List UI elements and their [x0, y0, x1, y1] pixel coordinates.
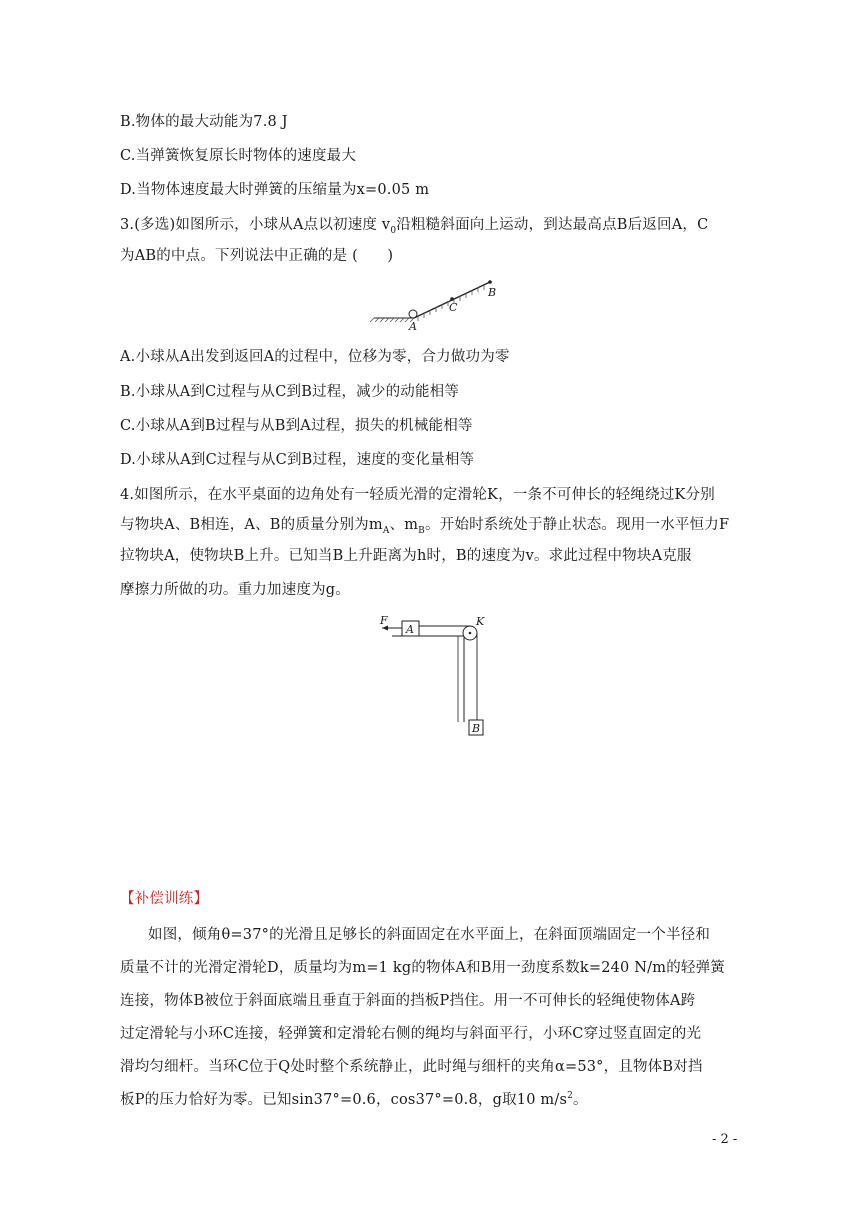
supplement-line5: 滑均匀细杆。当环C位于Q处时整个系统静止，此时绳与细杆的夹角α=53°，且物体B对挡 [120, 1059, 703, 1075]
q3-option-c: C.小球从A到B过程与从B到A过程，损失的机械能相等 [120, 418, 473, 434]
supplement-line2: 质量不计的光滑定滑轮D，质量均为m=1 kg的物体A和B用一劲度系数k=240 N/m的轻弹簧 [120, 960, 725, 976]
q3-stem-line2: 为AB的中点。下列说法中正确的是 ( ) [120, 248, 394, 264]
supplement-line4: 过定滑轮与小环C连接，轻弹簧和定滑轮右侧的绳均与斜面平行，小环C穿过竖直固定的光 [120, 1026, 702, 1042]
q4-stem-line3: 拉物块A，使物块B上升。已知当B上升距离为h时，B的速度为v。求此过程中物块A克服 [120, 548, 692, 564]
q3-option-d: D.小球从A到C过程与从C到B过程，速度的变化量相等 [120, 452, 475, 468]
option-d-prev: D.当物体速度最大时弹簧的压缩量为x=0.05 m [120, 182, 430, 198]
label-block-a: A [406, 623, 414, 636]
option-b-prev: B.物体的最大动能为7.8 J [120, 114, 288, 130]
label-a: A [409, 320, 417, 333]
option-c-prev: C.当弹簧恢复原长时物体的速度最大 [120, 148, 357, 164]
supplement-line3: 连接，物体B被位于斜面底端且垂直于斜面的挡板P挡住。用一不可伸长的轻绳使物体A跨 [120, 993, 696, 1009]
label-c: C [449, 301, 458, 314]
q3-stem-line1: 3.(多选)如图所示，小球从A点以初速度 $v_0$沿粗糙斜面向上运动，到达最高点B后返回A，C [120, 217, 709, 236]
page-number: - 2 - [712, 1132, 738, 1147]
q3-option-a: A.小球从A出发到返回A的过程中，位移为零，合力做功为零 [120, 349, 510, 365]
label-b: B [488, 286, 497, 299]
label-k: K [476, 615, 485, 628]
supplement-line6: 板P的压力恰好为零。已知sin37°=0.6，cos37°=0.8，g取10 $m/s^2$。 [120, 1091, 588, 1108]
q3-option-b: B.小球从A到C过程与从C到B过程，减少的动能相等 [120, 384, 460, 400]
supplement-line1: 如图，倾角θ=37°的光滑且足够长的斜面固定在水平面上，在斜面顶端固定一个半径和 [148, 927, 711, 943]
label-block-b: B [472, 722, 481, 735]
supplement-heading: 【补偿训练】 [120, 891, 209, 907]
incline-figure [370, 278, 510, 333]
pulley-figure [378, 614, 493, 739]
q4-stem-line1: 4.如图所示，在水平桌面的边角处有一轻质光滑的定滑轮K，一条不可伸长的轻绳绕过K分别 [120, 487, 715, 503]
q4-stem-line4: 摩擦力所做的功。重力加速度为g。 [120, 582, 350, 598]
q4-stem-line2: 与物块A、B相连，A、B的质量分别为$m_A$、$m_B$。开始时系统处于静止状态。现用一水平恒力F [120, 517, 730, 536]
label-f: F [380, 614, 388, 627]
